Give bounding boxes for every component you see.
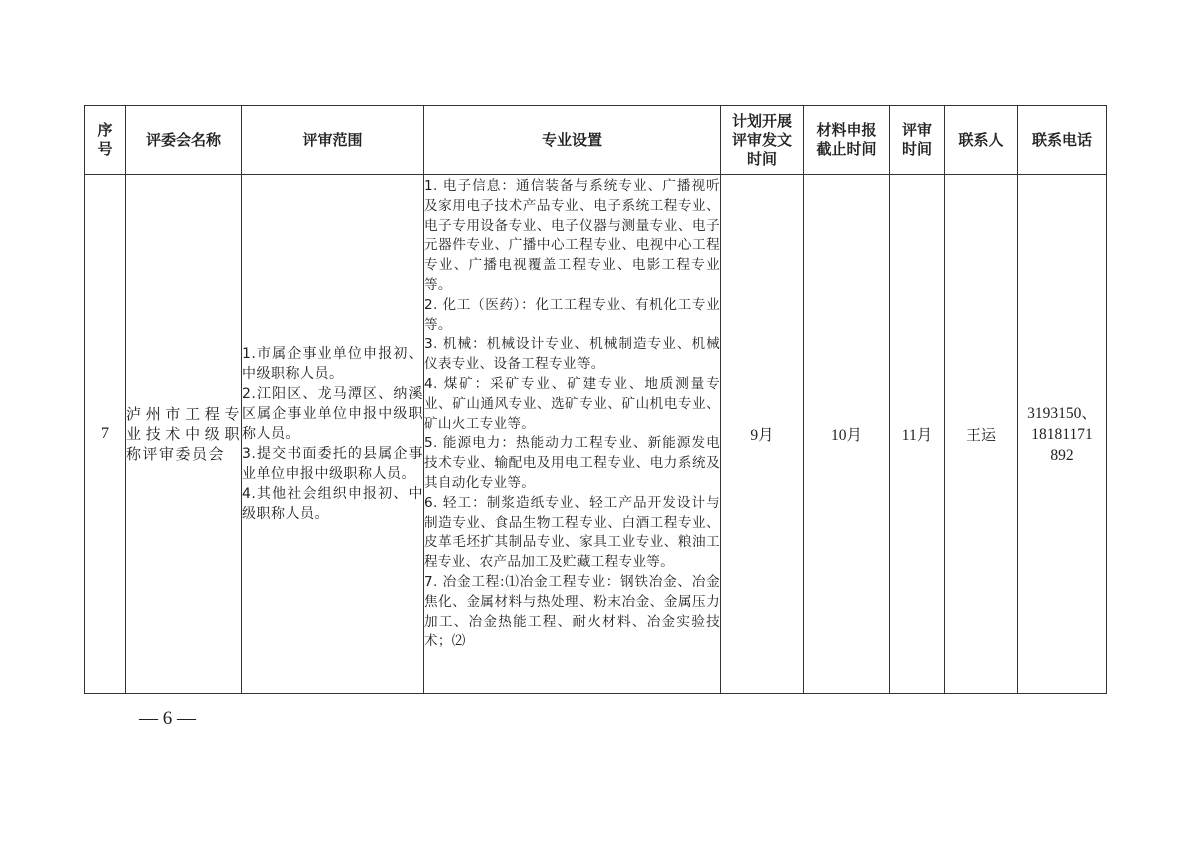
specialty-item: 4. 煤矿：采矿专业、矿建专业、地质测量专业、矿山通风专业、选矿专业、矿山机电专业、矿山火工专业等。 [424,375,720,432]
row-scope [242,175,424,694]
header-committee: 评委会名称 [126,106,242,175]
header-specialty: 专业设置 [424,106,721,175]
header-deadline: 材料申报 截止时间 [804,106,890,175]
scope-item: 4.其他社会组织申报初、中级职称人员。 [242,486,423,522]
row-contact: 王运 [945,175,1018,694]
header-scope: 评审范围 [242,106,424,175]
row-seq: 7 [85,175,126,694]
scope-item: 3.提交书面委托的县属企事业单位申报中级职称人员。 [242,446,423,482]
appointment-table [84,105,1107,694]
specialty-item: 6. 轻工：制浆造纸专业、轻工产品开发设计与制造专业、食品生物工程专业、白酒工程专业、皮革毛坯扩其制品专业、家具工业专业、粮油工程专业、农产品加工及贮藏工程专业等。 [424,494,720,571]
row-deadline: 10月 [804,175,890,694]
header-phone: 联系电话 [1018,106,1107,175]
table-row [85,175,1107,694]
scope-item: 2.江阳区、龙马潭区、纳溪区属企事业单位申报中级职称人员。 [242,386,423,442]
specialty-item: 2. 化工（医药）：化工工程专业、有机化工专业等。 [424,296,720,333]
specialty-item: 5. 能源电力：热能动力工程专业、新能源发电技术专业、输配电及用电工程专业、电力系统及其自动化专业等。 [424,435,720,491]
specialty-item: 3. 机械：机械设计专业、机械制造专业、机械仪表专业、设备工程专业等。 [424,336,720,373]
table-header-row [85,106,1107,175]
page-number: — 6 — [139,708,196,729]
row-phone: 3193150、 18181171 892 [1018,175,1107,694]
header-review-time: 评审 时间 [890,106,945,175]
scope-item: 1.市属企事业单位申报初、中级职称人员。 [242,346,423,382]
header-contact: 联系人 [945,106,1018,175]
row-specialty [424,175,721,694]
header-plan-time: 计划开展 评审发文 时间 [721,106,804,175]
specialty-item: 1. 电子信息：通信装备与系统专业、广播视听及家用电子技术产品专业、电子系统工程专业、电子专用设备专业、电子仪器与测量专业、电子元器件专业、广播中心工程专业、电视中心工程专业、广播电视覆盖工程专业、电影工程专业等。 [424,178,720,293]
row-plan-time: 9月 [721,175,804,694]
header-seq: 序 号 [85,106,126,175]
row-committee-name: 泸州市工程专业技术中级职称评审委员会 [126,175,242,694]
row-review-time: 11月 [890,175,945,694]
specialty-item: 7. 冶金工程:⑴冶金工程专业：钢铁冶金、冶金焦化、金属材料与热处理、粉末冶金、金属压力加工、冶金热能工程、耐火材料、冶金实验技术；⑵ [424,573,720,650]
